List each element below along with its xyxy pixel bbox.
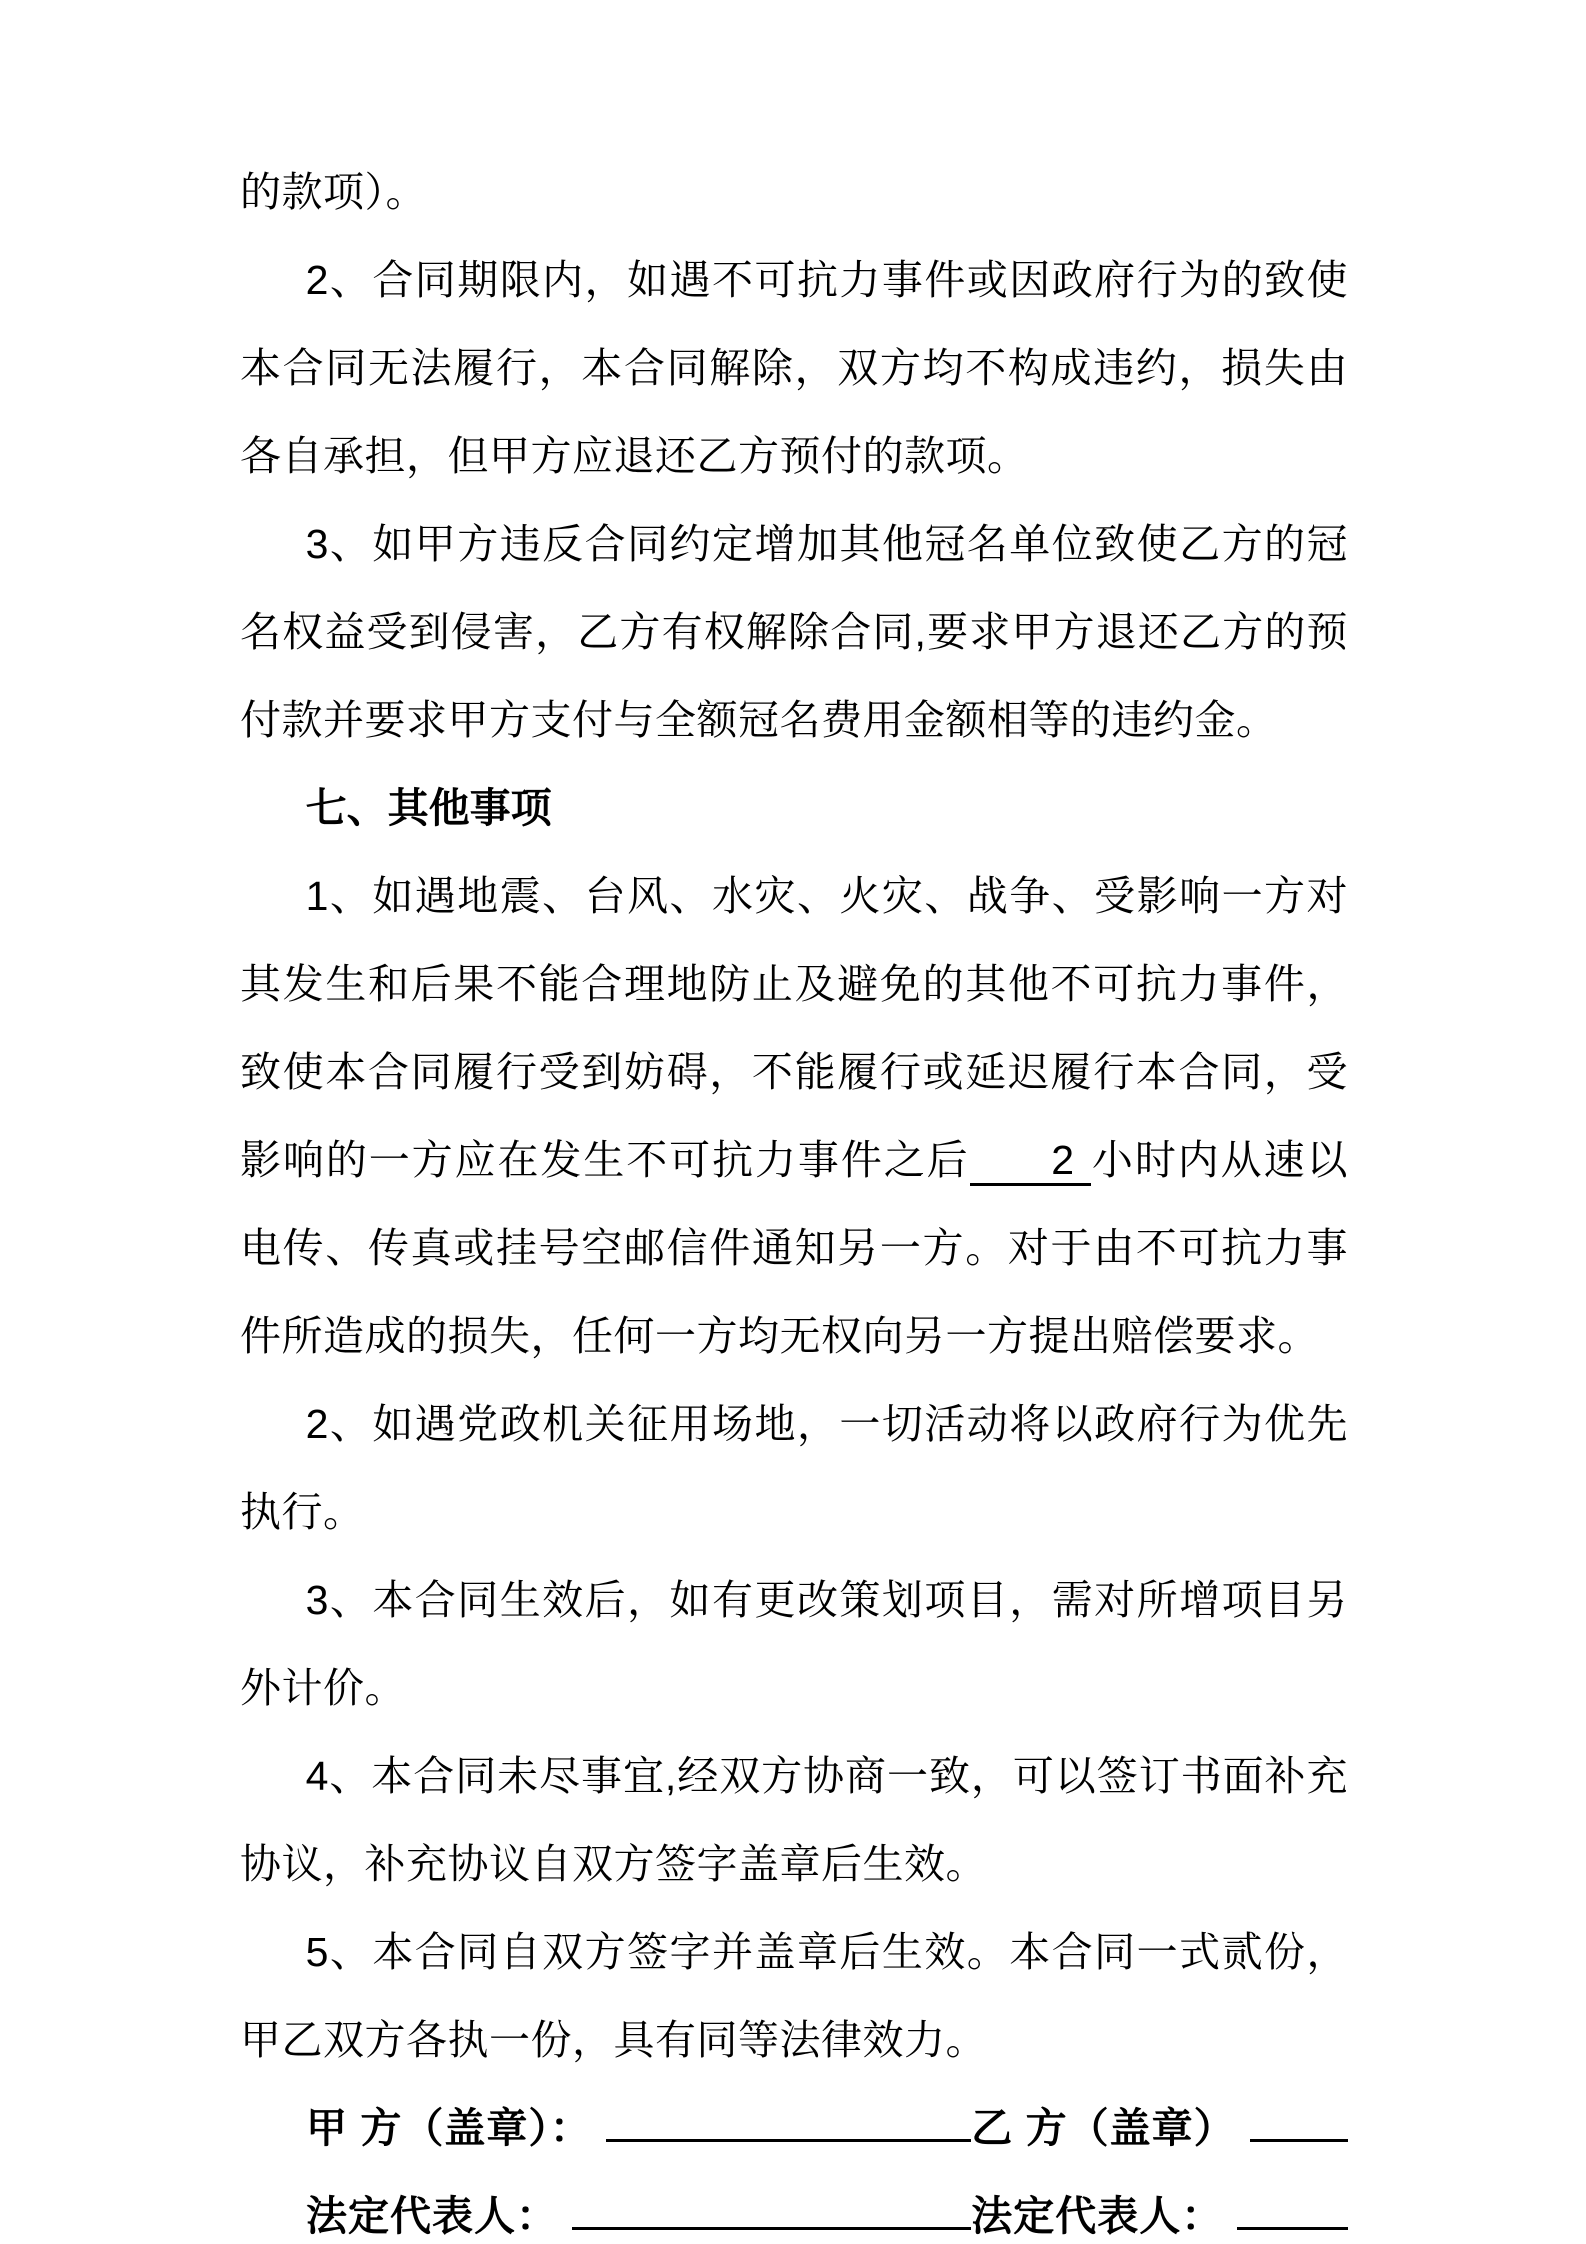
- paragraph-section7-clause2: 2、如遇党政机关征用场地，一切活动将以政府行为优先执行。: [240, 1401, 1348, 1535]
- paragraph-section7-clause5: 5、本合同自双方签字并盖章后生效。本合同一式贰份，甲乙双方各执一份，具有同等法律效力。: [240, 1929, 1348, 2063]
- clause1-text-after: 小时内从速以电传、传真或挂号空邮信件通知另一方。对于由不可抗力事件所造成的损失，任何一方均无权向另一方提出赔偿要求。: [240, 1137, 1349, 1359]
- party-b-stamp-cell: [971, 2084, 1348, 2172]
- hours-blank-field[interactable]: 2: [970, 1138, 1091, 1186]
- legal-rep-a-cell: [240, 2172, 971, 2244]
- signature-row-stamp: [240, 2084, 1348, 2172]
- legal-rep-b-cell: [971, 2172, 1348, 2244]
- party-b-stamp-label: 乙 方（盖章）: [971, 2105, 1236, 2151]
- paragraph-section7-clause3: 3、本合同生效后，如有更改策划项目，需对所增项目另外计价。: [240, 1577, 1348, 1711]
- party-a-stamp-signature-line[interactable]: [606, 2101, 971, 2142]
- legal-rep-b-signature-line[interactable]: [1237, 2189, 1348, 2230]
- paragraph-fragment-end: 的款项）。: [240, 169, 427, 215]
- paragraph-section7-clause1: [240, 852, 1348, 1380]
- legal-rep-b-label: 法定代表人：: [971, 2193, 1224, 2239]
- clause1-text-before: 1、如遇地震、台风、水灾、火灾、战争、受影响一方对其发生和后果不能合理地防止及避免的其他不可抗力事件，致使本合同履行受到妨碍，不能履行或延迟履行本合同，受影响的一方应在发生不可抗力事件之后: [240, 873, 1348, 1183]
- party-a-stamp-label: 甲 方（盖章）：: [306, 2105, 592, 2151]
- party-a-stamp-cell: [240, 2084, 971, 2172]
- paragraph-section7-clause4: 4、本合同未尽事宜,经双方协商一致，可以签订书面补充协议，补充协议自双方签字盖章后生效。: [240, 1753, 1348, 1887]
- signature-row-legal-rep: [240, 2172, 1348, 2244]
- section-seven-heading: 七、其他事项: [305, 785, 552, 831]
- legal-rep-a-signature-line[interactable]: [572, 2189, 971, 2230]
- paragraph-section6-clause3: 3、如甲方违反合同约定增加其他冠名单位致使乙方的冠名权益受到侵害，乙方有权解除合同,要求甲方退还乙方的预付款并要求甲方支付与全额冠名费用金额相等的违约金。: [240, 521, 1348, 743]
- paragraph-section6-clause2: 2、合同期限内，如遇不可抗力事件或因政府行为的致使本合同无法履行，本合同解除，双方均不构成违约，损失由各自承担，但甲方应退还乙方预付的款项。: [240, 257, 1348, 479]
- party-b-stamp-signature-line[interactable]: [1250, 2101, 1348, 2142]
- legal-rep-a-label: 法定代表人：: [306, 2193, 558, 2239]
